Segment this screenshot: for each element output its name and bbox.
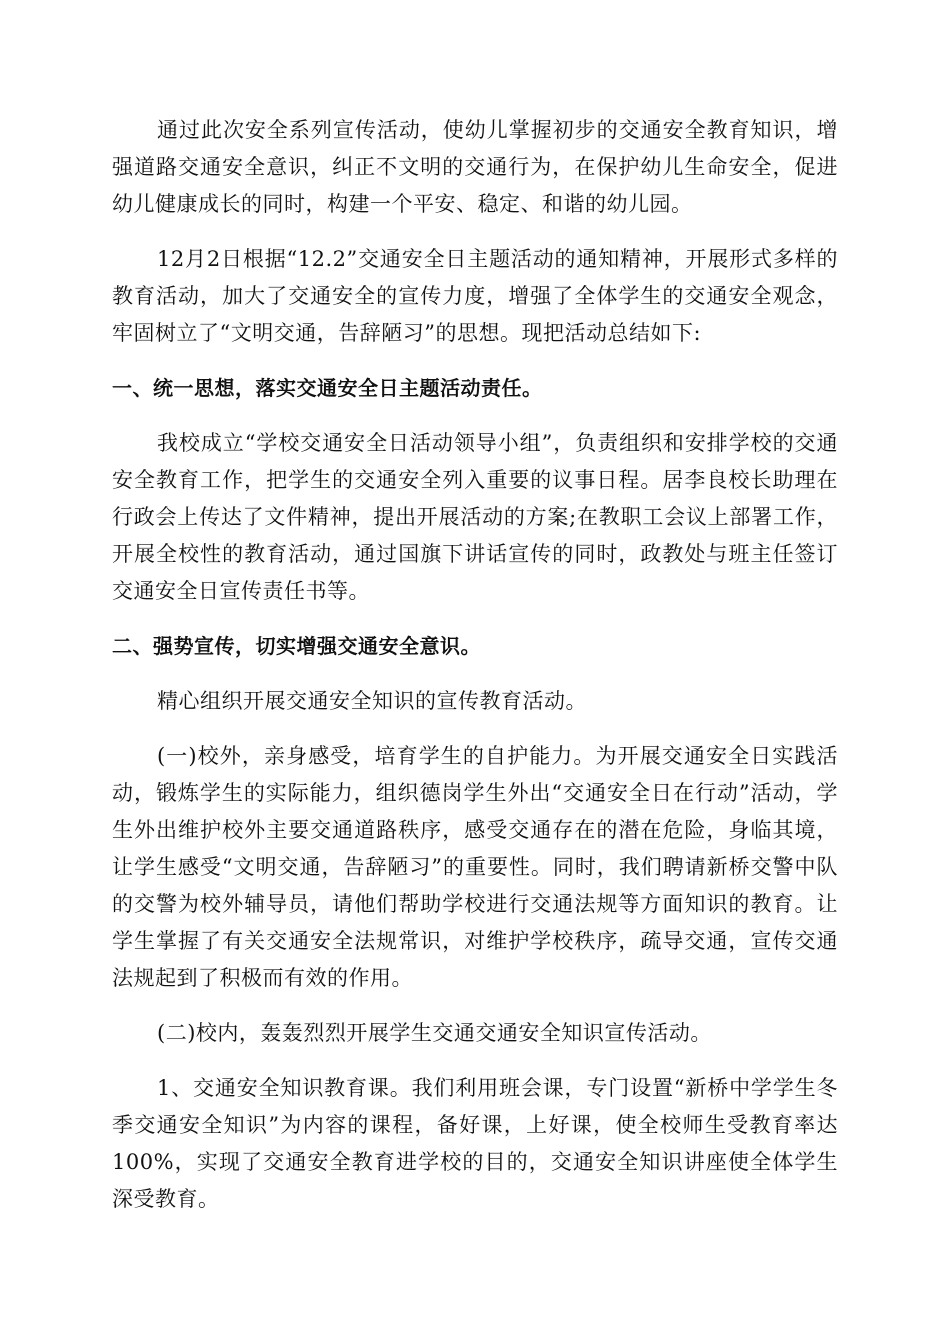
paragraph-class-lesson: 1、交通安全知识教育课。我们利用班会课，专门设置“新桥中学学生冬季交通安全知识”为内容的课程，备好课，上好课，使全校师生受教育率达100%，实现了交通安全教育进学校的目的，交通安全知识讲座使全体学生深受教育。 [112, 1076, 838, 1211]
paragraph-inside-school: (二)校内，轰轰烈烈开展学生交通交通安全知识宣传活动。 [157, 1021, 712, 1045]
paragraph-organize: 精心组织开展交通安全知识的宣传教育活动。 [157, 689, 587, 713]
paragraph-outside-school: (一)校外，亲身感受，培育学生的自护能力。为开展交通安全日实践活动，锻炼学生的实际能力，组织德岗学生外出“交通安全日在行动”活动，学生外出维护校外主要交通道路秩序，感受交通存在的潜在危险，身临其境，让学生感受“文明交通，告辞陋习”的重要性。同时，我们聘请新桥交警中队的交警为校外辅导员，请他们帮助学校进行交通法规等方面知识的教育。让学生掌握了有关交通安全法规常识，对维护学校秩序，疏导交通，宣传交通法规起到了积极而有效的作用。 [112, 744, 838, 990]
paragraph-intro: 通过此次安全系列宣传活动，使幼儿掌握初步的交通安全教育知识，增强道路交通安全意识，纠正不文明的交通行为，在保护幼儿生命安全，促进幼儿健康成长的同时，构建一个平安、稳定、和谐的幼儿园。 [112, 118, 838, 216]
paragraph-summary: 12月2日根据“12.2”交通安全日主题活动的通知精神，开展形式多样的教育活动，加大了交通安全的宣传力度，增强了全体学生的交通安全观念，牢固树立了“文明交通，告辞陋习”的思想。现把活动总结如下: [112, 247, 838, 345]
paragraph-leadership: 我校成立“学校交通安全日活动领导小组”，负责组织和安排学校的交通安全教育工作，把学生的交通安全列入重要的议事日程。居李良校长助理在行政会上传达了文件精神，提出开展活动的方案;在教职工会议上部署工作，开展全校性的教育活动，通过国旗下讲话宣传的同时，政教处与班主任签订交通安全日宣传责任书等。 [112, 431, 838, 603]
section-heading-1: 一、统一思想，落实交通安全日主题活动责任。 [112, 376, 543, 400]
section-heading-2: 二、强势宣传，切实增强交通安全意识。 [112, 634, 481, 658]
document-page [112, 112, 838, 1236]
